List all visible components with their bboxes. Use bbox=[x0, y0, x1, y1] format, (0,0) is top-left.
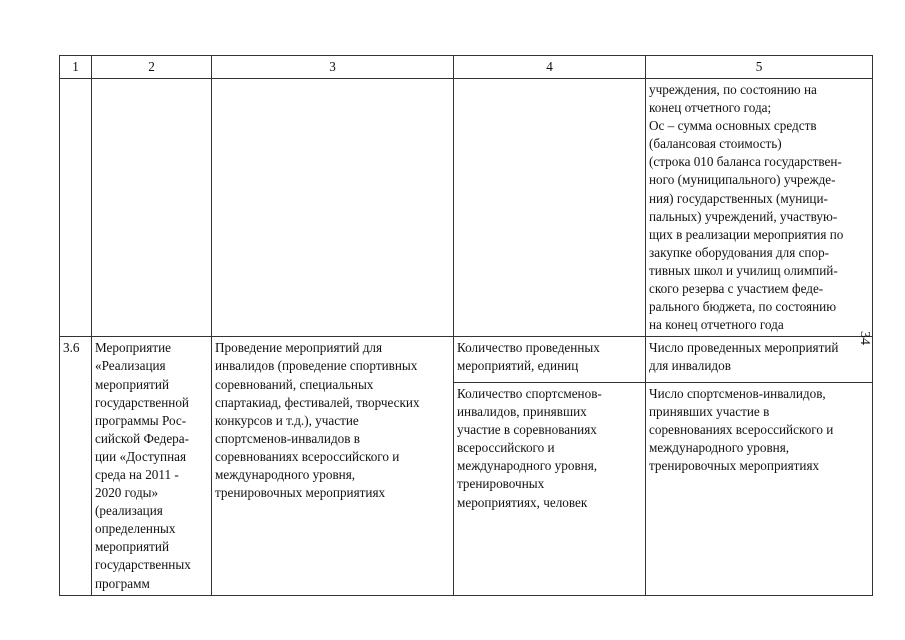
cont-col-2 bbox=[92, 79, 212, 337]
continuation-row bbox=[60, 79, 873, 337]
indicator-1: Количество проведенных мероприятий, единиц bbox=[454, 337, 646, 383]
row-number: 3.6 bbox=[60, 337, 92, 595]
measure-name: Мероприятие «Реализация мероприятий государственной программы Рос- сийской Федера- ции «Доступная среда на 2011 - 2020 годы» (реализация определенных мероприятий государственных программ bbox=[92, 337, 212, 595]
cont-method-text: учреждения, по состоянию на конец отчетного года; Ос – сумма основных средств (балансовая стоимость) (строка 010 баланса государствен- ного (муниципального) учрежде- ния) государственных (муници- пальных) учреждений, участвую- щих в реализации мероприятия по закупке оборудования для спор- тивных школ и училищ олимпий- ского резерва с участием феде- рального бюджета, по состоянию на конец отчетного года bbox=[646, 79, 873, 337]
indicator-table bbox=[59, 55, 873, 596]
indicator-2: Количество спортсменов- инвалидов, принявших участие в соревнованиях всероссийского и международного уровня, тренировочных мероприятиях, человек bbox=[454, 383, 646, 596]
measure-description: Проведение мероприятий для инвалидов (проведение спортивных соревнований, специальных спартакиад, фестивалей, творческих конкурсов и т.д.), участие спортсменов-инвалидов в соревнованиях всероссийского и международного уровня, тренировочных мероприятиях bbox=[212, 337, 454, 595]
method-2: Число спортсменов-инвалидов, принявших участие в соревнованиях всероссийского и международного уровня, тренировочных мероприятиях bbox=[646, 383, 873, 596]
header-col-3: 3 bbox=[212, 56, 454, 79]
cont-col-4 bbox=[454, 79, 646, 337]
header-col-4: 4 bbox=[454, 56, 646, 79]
header-col-5: 5 bbox=[646, 56, 873, 79]
header-col-2: 2 bbox=[92, 56, 212, 79]
method-1: Число проведенных мероприятий для инвалидов bbox=[646, 337, 873, 383]
page-number: 34 bbox=[857, 331, 872, 345]
cont-col-1 bbox=[60, 79, 92, 337]
table-row-3-6-a bbox=[60, 337, 873, 383]
header-col-1: 1 bbox=[60, 56, 92, 79]
table-header-row bbox=[60, 56, 873, 79]
cont-col-3 bbox=[212, 79, 454, 337]
